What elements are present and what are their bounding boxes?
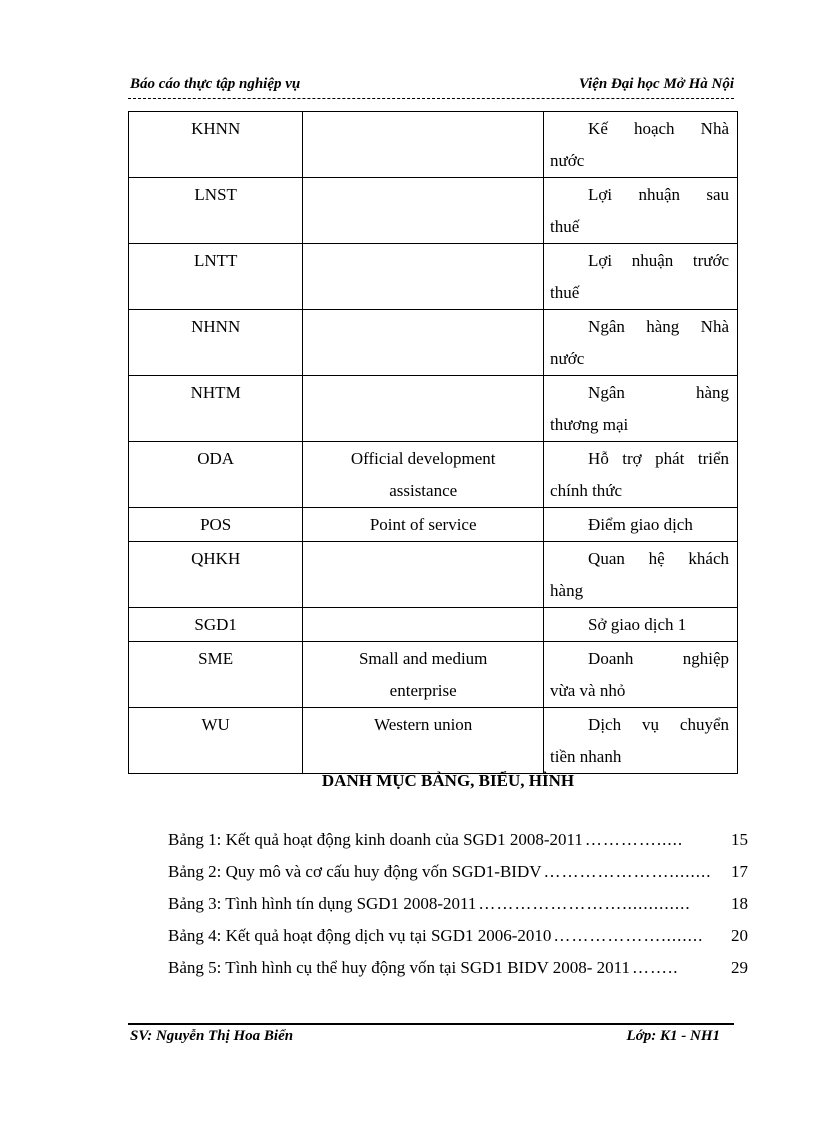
toc-page-number: 15 — [731, 830, 748, 849]
vietnamese-meaning: Sở giao dịch 1 — [588, 615, 687, 634]
abbreviation-cell: POS — [129, 508, 303, 542]
toc-leader-dots: …………………........ — [543, 862, 712, 881]
page-header — [128, 76, 734, 98]
english-term: Point of service — [369, 515, 477, 534]
vietnamese-meaning-cell — [544, 542, 738, 608]
english-term-cell — [303, 608, 544, 642]
vietnamese-meaning: Doanh nghiệp — [588, 649, 729, 668]
abbreviation-cell: NHNN — [129, 310, 303, 376]
toc-leader-dots: …………..... — [584, 830, 684, 849]
toc-entry[interactable] — [168, 926, 748, 958]
table-row — [129, 708, 738, 774]
vietnamese-meaning-cell — [544, 642, 738, 708]
vietnamese-meaning-continuation: thương mại — [550, 415, 629, 434]
vietnamese-meaning-cell — [544, 112, 738, 178]
vietnamese-meaning-continuation: thuế — [550, 283, 580, 302]
english-term-cell — [303, 642, 544, 708]
english-term: Small and medium — [358, 649, 488, 668]
english-term: Western union — [374, 715, 473, 734]
abbreviation-cell: NHTM — [129, 376, 303, 442]
vietnamese-meaning-cell — [544, 708, 738, 774]
header-institution: Viện Đại học Mở Hà Nội — [578, 76, 734, 92]
abbreviation-cell: QHKH — [129, 542, 303, 608]
abbreviation-table — [128, 111, 738, 774]
vietnamese-meaning: Lợi nhuận trước — [588, 251, 729, 270]
vietnamese-meaning: Lợi nhuận sau — [588, 185, 729, 204]
english-term-cell — [303, 542, 544, 608]
vietnamese-meaning-continuation: nước — [550, 151, 585, 170]
footer-divider — [128, 1023, 734, 1025]
english-term-cell — [303, 708, 544, 774]
vietnamese-meaning-continuation: chính thức — [550, 481, 623, 500]
vietnamese-meaning-cell — [544, 508, 738, 542]
toc-entry[interactable] — [168, 862, 748, 894]
abbreviation-cell: SME — [129, 642, 303, 708]
table-row — [129, 508, 738, 542]
table-row — [129, 310, 738, 376]
toc-entry-label: Bảng 2: Quy mô và cơ cấu huy động vốn SGD1-BIDV — [168, 862, 542, 881]
vietnamese-meaning-continuation: thuế — [550, 217, 580, 236]
vietnamese-meaning-cell — [544, 178, 738, 244]
vietnamese-meaning-continuation: tiền nhanh — [550, 747, 622, 766]
vietnamese-meaning-cell — [544, 244, 738, 310]
toc-entry-label: Bảng 1: Kết quả hoạt động kinh doanh của SGD1 2008-2011 — [168, 830, 583, 849]
header-divider — [128, 98, 734, 99]
vietnamese-meaning-cell — [544, 608, 738, 642]
toc-page-number: 20 — [731, 926, 748, 945]
abbreviation-cell: SGD1 — [129, 608, 303, 642]
toc-entry[interactable] — [168, 830, 748, 862]
toc-entry-label: Bảng 4: Kết quả hoạt động dịch vụ tại SGD1 2006-2010 — [168, 926, 552, 945]
toc-leader-dots: ……………………............. — [478, 894, 691, 913]
table-row — [129, 178, 738, 244]
vietnamese-meaning: Ngân hàng — [588, 383, 729, 402]
vietnamese-meaning: Kế hoạch Nhà — [588, 119, 729, 138]
table-row — [129, 542, 738, 608]
english-term-cell — [303, 310, 544, 376]
vietnamese-meaning: Điểm giao dịch — [588, 515, 693, 534]
toc-page-number: 18 — [731, 894, 748, 913]
english-term: Official development — [350, 449, 496, 468]
english-term-cell — [303, 376, 544, 442]
toc-entry[interactable] — [168, 958, 748, 990]
toc-entry[interactable] — [168, 894, 748, 926]
english-term-continuation: enterprise — [389, 681, 457, 700]
vietnamese-meaning-continuation: vừa và nhỏ — [550, 681, 626, 700]
vietnamese-meaning: Ngân hàng Nhà — [588, 317, 729, 336]
abbreviation-cell: LNST — [129, 178, 303, 244]
vietnamese-meaning: Dịch vụ chuyển — [588, 715, 729, 734]
table-row — [129, 442, 738, 508]
vietnamese-meaning-continuation: hàng — [550, 581, 584, 600]
abbreviation-cell: KHNN — [129, 112, 303, 178]
table-of-figures — [168, 830, 748, 990]
vietnamese-meaning: Hỗ trợ phát triển — [588, 449, 729, 468]
english-term-cell — [303, 112, 544, 178]
footer-student-name: SV: Nguyễn Thị Hoa Biển — [130, 1028, 294, 1044]
toc-leader-dots: …….. — [631, 958, 679, 977]
abbreviation-cell: WU — [129, 708, 303, 774]
toc-page-number: 29 — [731, 958, 748, 977]
toc-entry-label: Bảng 3: Tình hình tín dụng SGD1 2008-2011 — [168, 894, 477, 913]
section-title: DANH MỤC BẢNG, BIỂU, HÌNH — [321, 771, 575, 790]
page-footer — [128, 1028, 734, 1050]
english-term-cell — [303, 178, 544, 244]
header-report-title: Báo cáo thực tập nghiệp vụ — [130, 76, 301, 92]
english-term-cell — [303, 442, 544, 508]
toc-leader-dots: ………………........ — [553, 926, 704, 945]
toc-entry-label: Bảng 5: Tình hình cụ thể huy động vốn tại SGD1 BIDV 2008- 2011 — [168, 958, 630, 977]
table-row — [129, 244, 738, 310]
vietnamese-meaning-cell — [544, 376, 738, 442]
table-row — [129, 376, 738, 442]
abbreviation-cell: LNTT — [129, 244, 303, 310]
abbreviation-cell: ODA — [129, 442, 303, 508]
english-term-continuation: assistance — [389, 481, 458, 500]
vietnamese-meaning-continuation: nước — [550, 349, 585, 368]
english-term-cell — [303, 508, 544, 542]
english-term-cell — [303, 244, 544, 310]
footer-class: Lớp: K1 - NH1 — [626, 1028, 720, 1044]
table-row — [129, 642, 738, 708]
table-row — [129, 112, 738, 178]
toc-page-number: 17 — [731, 862, 748, 881]
table-row — [129, 608, 738, 642]
vietnamese-meaning-cell — [544, 310, 738, 376]
vietnamese-meaning: Quan hệ khách — [588, 549, 729, 568]
vietnamese-meaning-cell — [544, 442, 738, 508]
